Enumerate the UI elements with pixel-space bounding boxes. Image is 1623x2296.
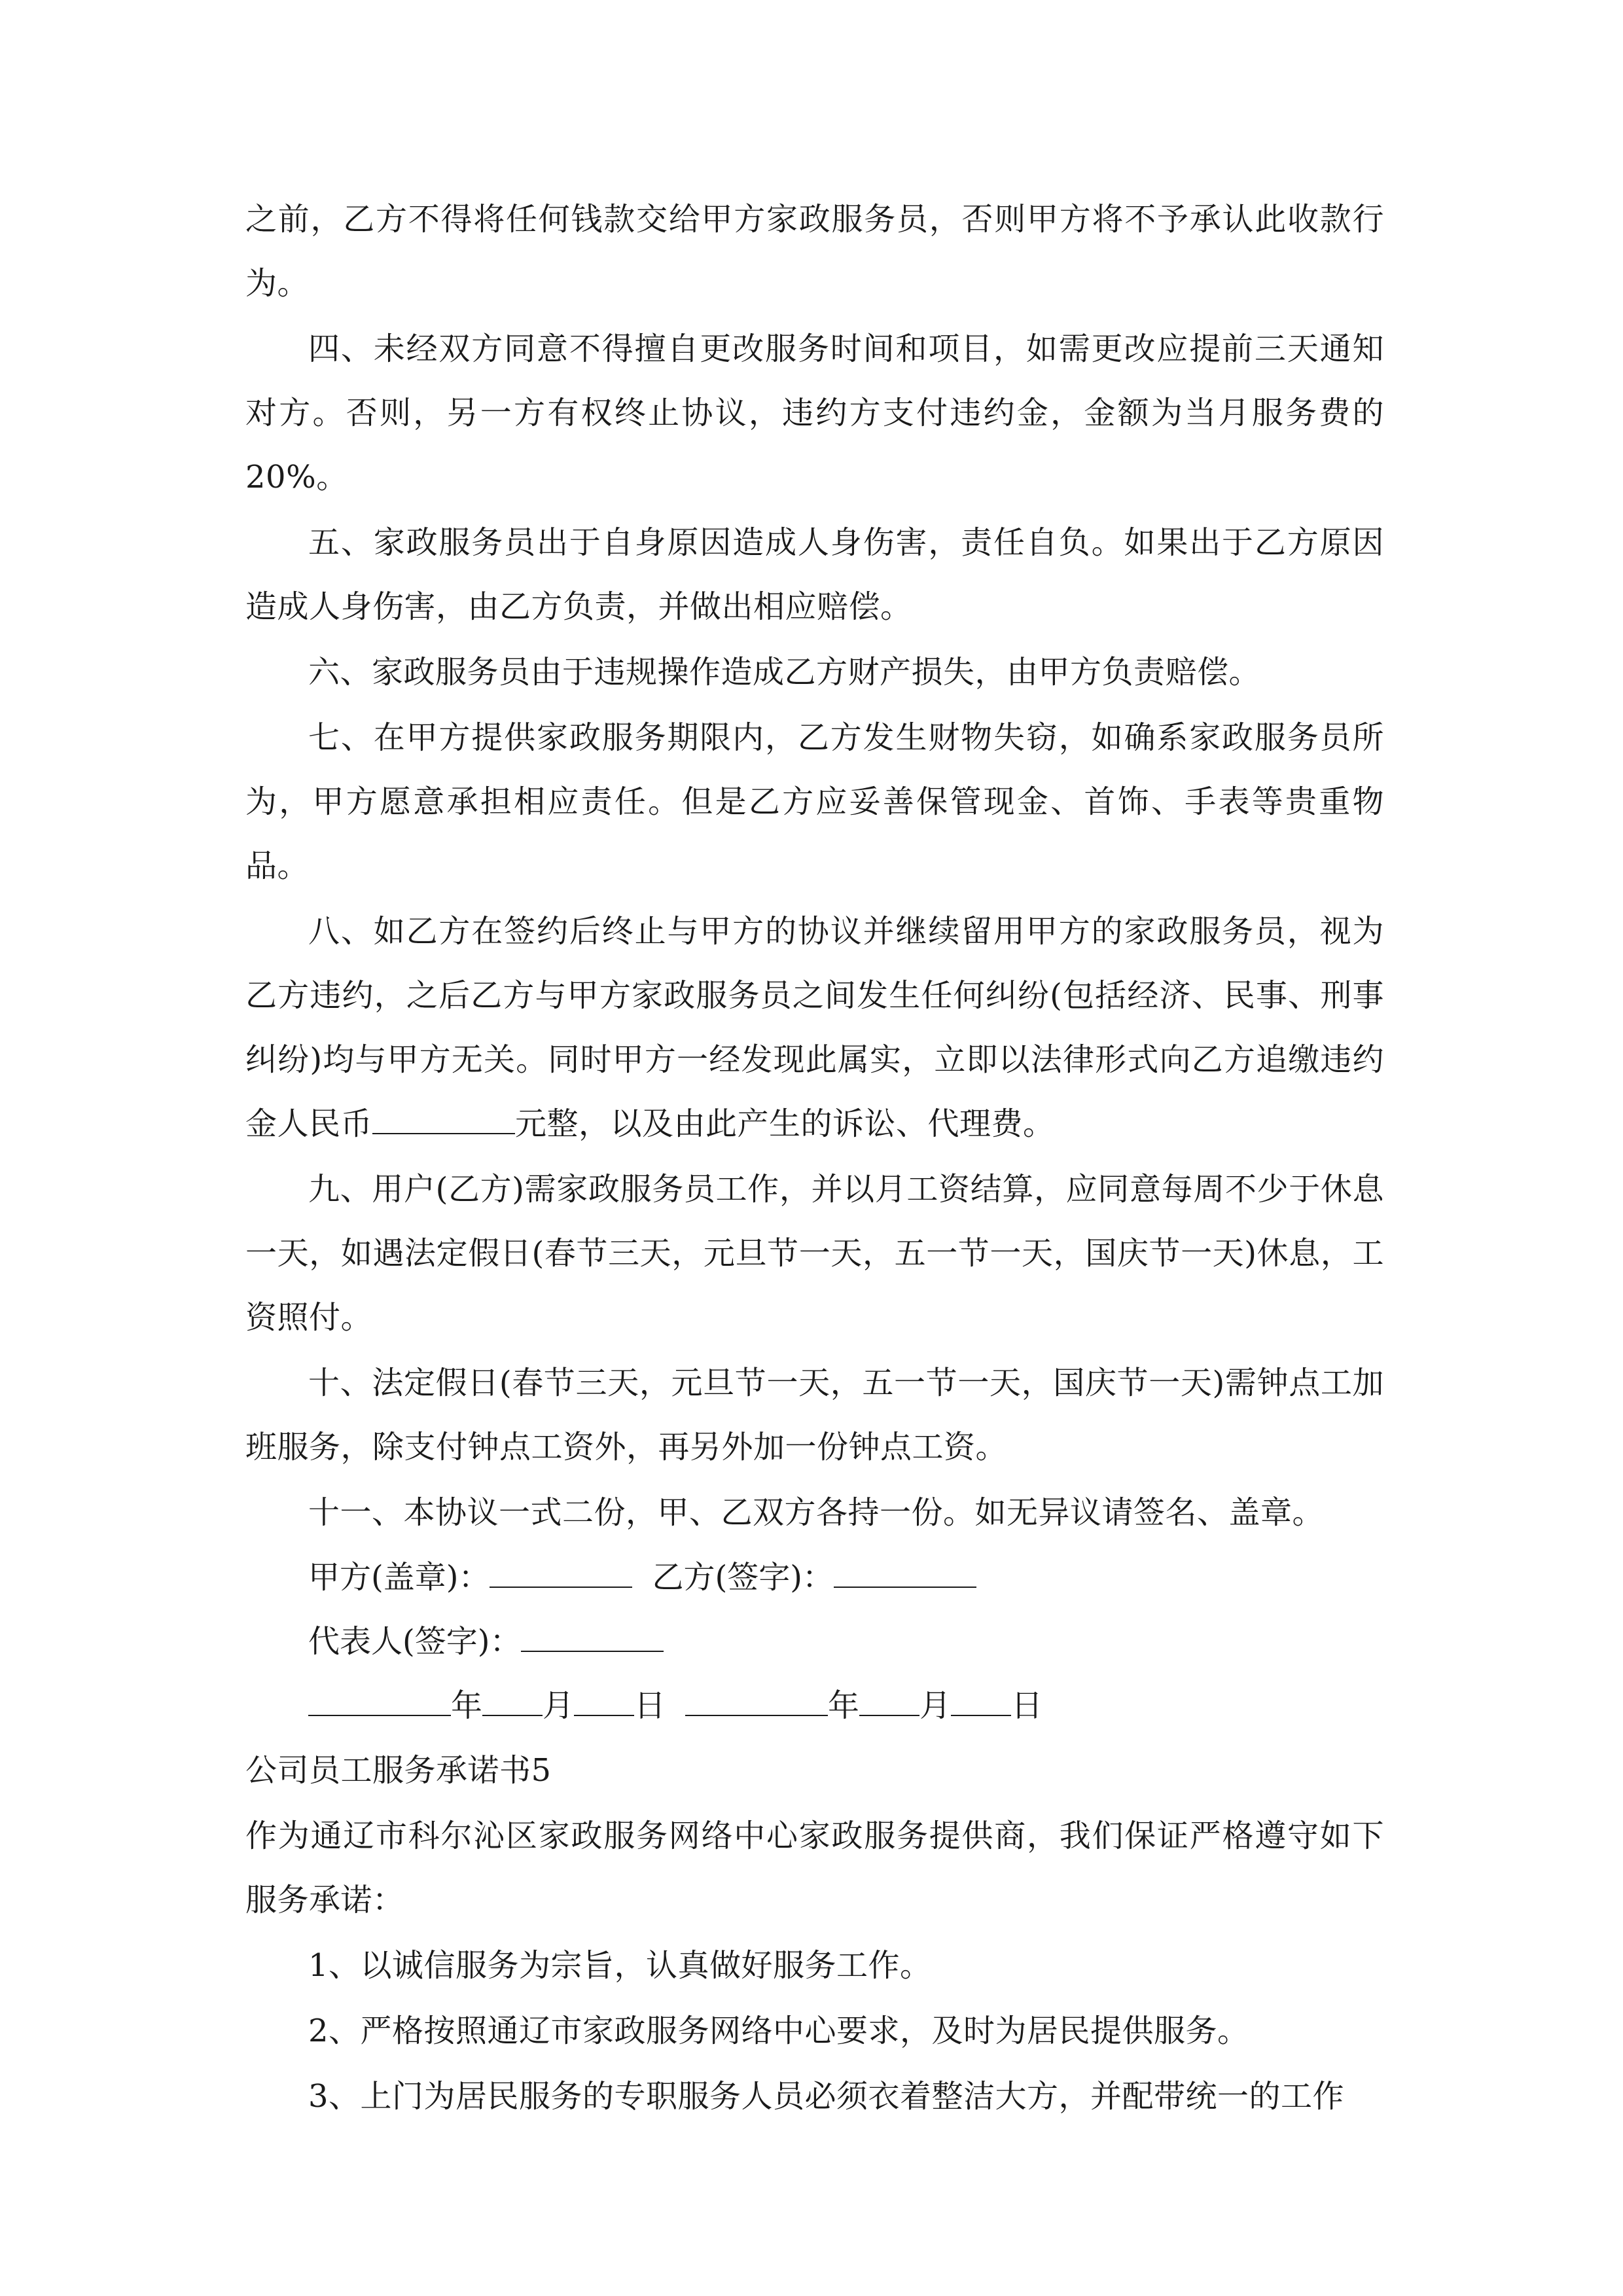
signature-parties-line [245,1546,1384,1609]
month-label: 月 [919,1687,952,1724]
promise-item: 1、以诚信服务为宗旨，认真做好服务工作。 [308,1947,932,1984]
party-b-signature-blank[interactable] [834,1560,976,1588]
party-a-label: 甲方(盖章)： [308,1559,490,1596]
paragraph-continuation: 之前，乙方不得将任何钱款交给甲方家政服务员，否则甲方将不予承认此收款行为。 [245,201,1384,302]
clause-4: 四、未经双方同意不得擅自更改服务时间和项目，如需更改应提前三天通知对方。否则，另一方有权终止协议，违约方支付违约金，金额为当月服务费的20%。 [245,331,1384,495]
year-label: 年 [828,1687,860,1724]
month-label: 月 [543,1687,575,1724]
clause-8-text-before: 八、如乙方在签约后终止与甲方的协议并继续留用甲方的家政服务员，视为乙方违约，之后乙方与甲方家政服务员之间发生任何纠纷(包括经济、民事、刑事纠纷)均与甲方无关。同时甲方一经发现此属实，立即以法律形式向乙方追缴违约金人民币 [245,913,1384,1142]
clause-7: 七、在甲方提供家政服务期限内，乙方发生财物失窃，如确系家政服务员所为，甲方愿意承担相应责任。但是乙方应妥善保管现金、首饰、手表等贵重物品。 [245,719,1384,884]
clause-8-text-after: 元整，以及由此产生的诉讼、代理费。 [515,1105,1055,1142]
section-intro: 作为通辽市科尔沁区家政服务网络中心家政服务提供商，我们保证严格遵守如下服务承诺： [245,1818,1384,1918]
promise-item: 3、上门为居民服务的专职服务人员必须衣着整洁大方，并配带统一的工作 [308,2078,1345,2115]
date-a-year-blank[interactable] [308,1689,451,1716]
clause-8 [245,899,1384,1156]
date-a-day-blank[interactable] [574,1689,634,1716]
promise-item: 2、严格按照通辽市家政服务网络中心要求，及时为居民提供服务。 [308,2013,1249,2049]
day-label: 日 [634,1687,666,1724]
day-label: 日 [1011,1687,1043,1724]
date-b-month-blank[interactable] [859,1689,919,1716]
party-b-label: 乙方(签字)： [652,1559,834,1596]
clause-9: 九、用户(乙方)需家政服务员工作，并以月工资结算，应同意每周不少于休息一天，如遇法定假日(春节三天，元旦节一天，五一节一天，国庆节一天)休息，工资照付。 [245,1171,1384,1336]
penalty-amount-blank[interactable] [372,1107,515,1134]
party-a-signature-blank[interactable] [490,1560,632,1588]
representative-line [245,1610,1384,1673]
section-title: 公司员工服务承诺书5 [245,1752,552,1789]
date-b-year-blank[interactable] [685,1689,828,1716]
document-page [245,187,1384,2130]
clause-11: 十一、本协议一式二份，甲、乙双方各持一份。如无异议请签名、盖章。 [308,1494,1325,1531]
date-b-day-blank[interactable] [951,1689,1011,1716]
date-a-month-blank[interactable] [482,1689,543,1716]
clause-5: 五、家政服务员出于自身原因造成人身伤害，责任自负。如果出于乙方原因造成人身伤害，由乙方负责，并做出相应赔偿。 [245,524,1384,625]
representative-label: 代表人(签字)： [308,1623,522,1660]
representative-signature-blank[interactable] [521,1624,664,1652]
clause-6: 六、家政服务员由于违规操作造成乙方财产损失，由甲方负责赔偿。 [308,654,1261,691]
year-label: 年 [451,1687,483,1724]
clause-10: 十、法定假日(春节三天，元旦节一天，五一节一天，国庆节一天)需钟点工加班服务，除支付钟点工资外，再另外加一份钟点工资。 [245,1365,1384,1465]
date-line [245,1674,1384,1737]
